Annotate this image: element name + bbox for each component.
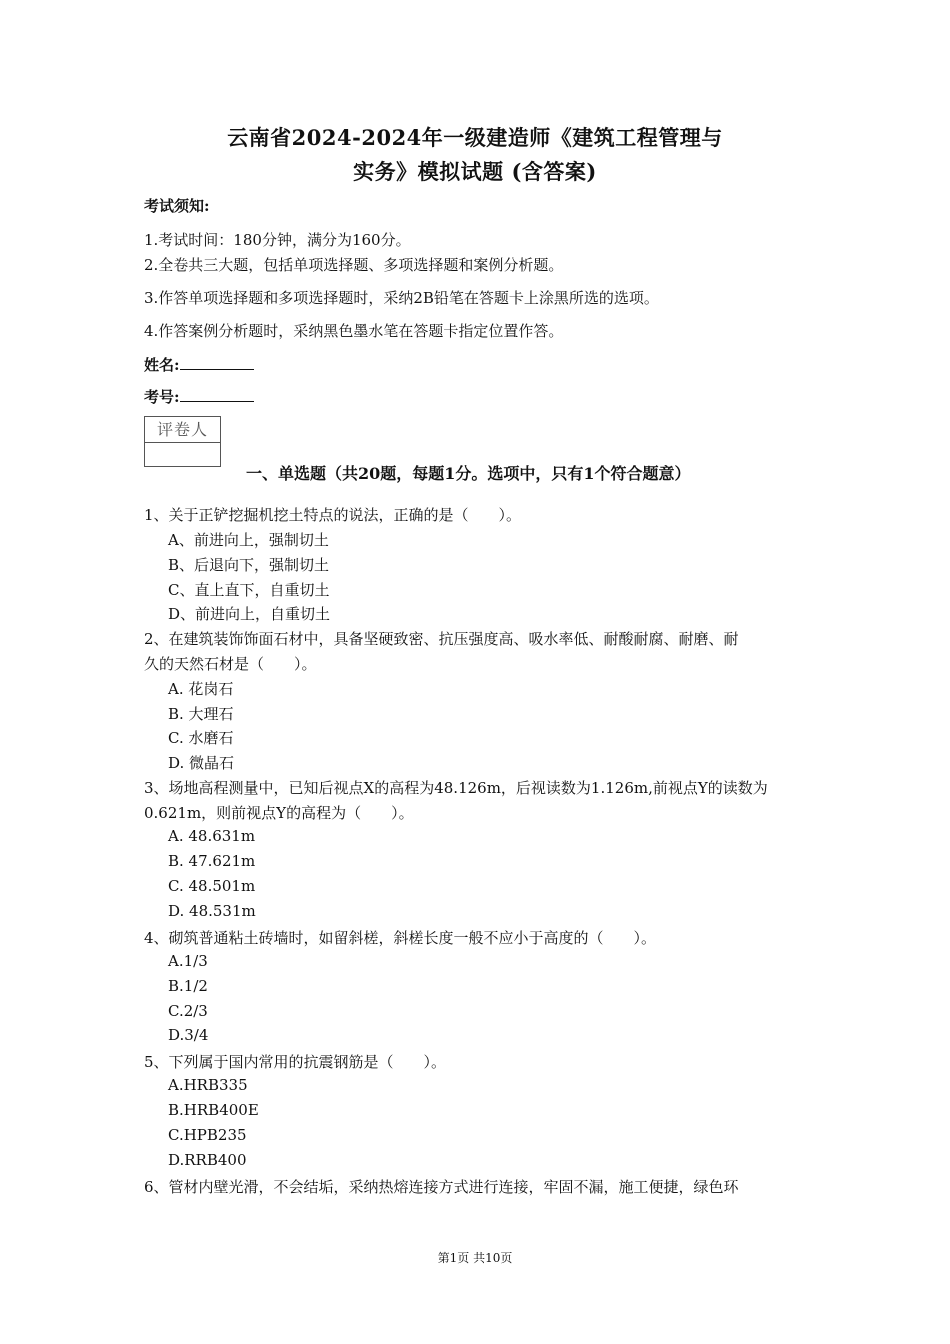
question-stem: 4、砌筑普通粘土砖墙时，如留斜槎，斜槎长度一般不应小于高度的（ ）。: [144, 929, 657, 947]
question-option: D. 48.531m: [168, 902, 256, 920]
question-option: B.HRB400E: [168, 1101, 259, 1119]
question-stem: 1、关于正铲挖掘机挖土特点的说法，正确的是（ ）。: [144, 506, 522, 524]
question-option: D. 微晶石: [168, 754, 235, 772]
question-option: A.1/3: [168, 952, 208, 970]
section-title: 一、单选题（共20题，每题1分。选项中，只有1个符合题意）: [246, 464, 691, 483]
grader-box: [144, 416, 221, 467]
question-stem: 0.621m，则前视点Y的高程为（ ）。: [144, 804, 414, 822]
question-option: C、直上直下，自重切土: [168, 581, 330, 599]
question-option: C. 水磨石: [168, 729, 234, 747]
question-stem: 5、下列属于国内常用的抗震钢筋是（ ）。: [144, 1053, 447, 1071]
question-stem: 2、在建筑装饰饰面石材中，具备坚硬致密、抗压强度高、吸水率低、耐酸耐腐、耐磨、耐: [144, 630, 739, 648]
question-option: B. 47.621m: [168, 852, 256, 870]
question-option: D.RRB400: [168, 1151, 247, 1169]
grader-label: 评卷人: [145, 417, 220, 443]
notice-item: 4.作答案例分析题时，采纳黑色墨水笔在答题卡指定位置作答。: [144, 322, 564, 340]
question-option: B、后退向下，强制切土: [168, 556, 330, 574]
question-option: C. 48.501m: [168, 877, 256, 895]
notice-heading: 考试须知:: [144, 197, 210, 215]
question-stem: 久的天然石材是（ ）。: [144, 655, 317, 673]
id-field: [144, 386, 254, 407]
question-stem: 3、场地高程测量中，已知后视点X的高程为48.126m，后视读数为1.126m,前视点Y的读数为: [144, 779, 768, 797]
question-option: C.HPB235: [168, 1126, 247, 1144]
id-blank: [180, 387, 254, 402]
question-option: A. 48.631m: [168, 827, 256, 845]
question-option: A. 花岗石: [168, 680, 234, 698]
exam-title-line-1: 云南省2024-2024年一级建造师《建筑工程管理与: [227, 125, 723, 150]
notice-item: 3.作答单项选择题和多项选择题时，采纳2B铅笔在答题卡上涂黑所选的选项。: [144, 289, 659, 307]
page-footer: 第1页 共10页: [437, 1251, 513, 1265]
name-label: 姓名:: [144, 356, 180, 374]
question-option: D、前进向上，自重切土: [168, 605, 331, 623]
question-option: C.2/3: [168, 1002, 208, 1020]
question-option: A、前进向上，强制切土: [168, 531, 329, 549]
id-label: 考号:: [144, 388, 180, 406]
question-stem: 6、管材内壁光滑，不会结垢，采纳热熔连接方式进行连接，牢固不漏，施工便捷，绿色环: [144, 1178, 739, 1196]
question-option: A.HRB335: [168, 1076, 248, 1094]
name-blank: [180, 355, 254, 370]
notice-item: 2.全卷共三大题，包括单项选择题、多项选择题和案例分析题。: [144, 256, 564, 274]
question-option: D.3/4: [168, 1026, 209, 1044]
notice-item: 1.考试时间：180分钟，满分为160分。: [144, 231, 411, 249]
question-option: B.1/2: [168, 977, 208, 995]
exam-title-line-2: 实务》模拟试题 (含答案): [353, 159, 597, 184]
question-option: B. 大理石: [168, 705, 234, 723]
name-field: [144, 354, 254, 375]
